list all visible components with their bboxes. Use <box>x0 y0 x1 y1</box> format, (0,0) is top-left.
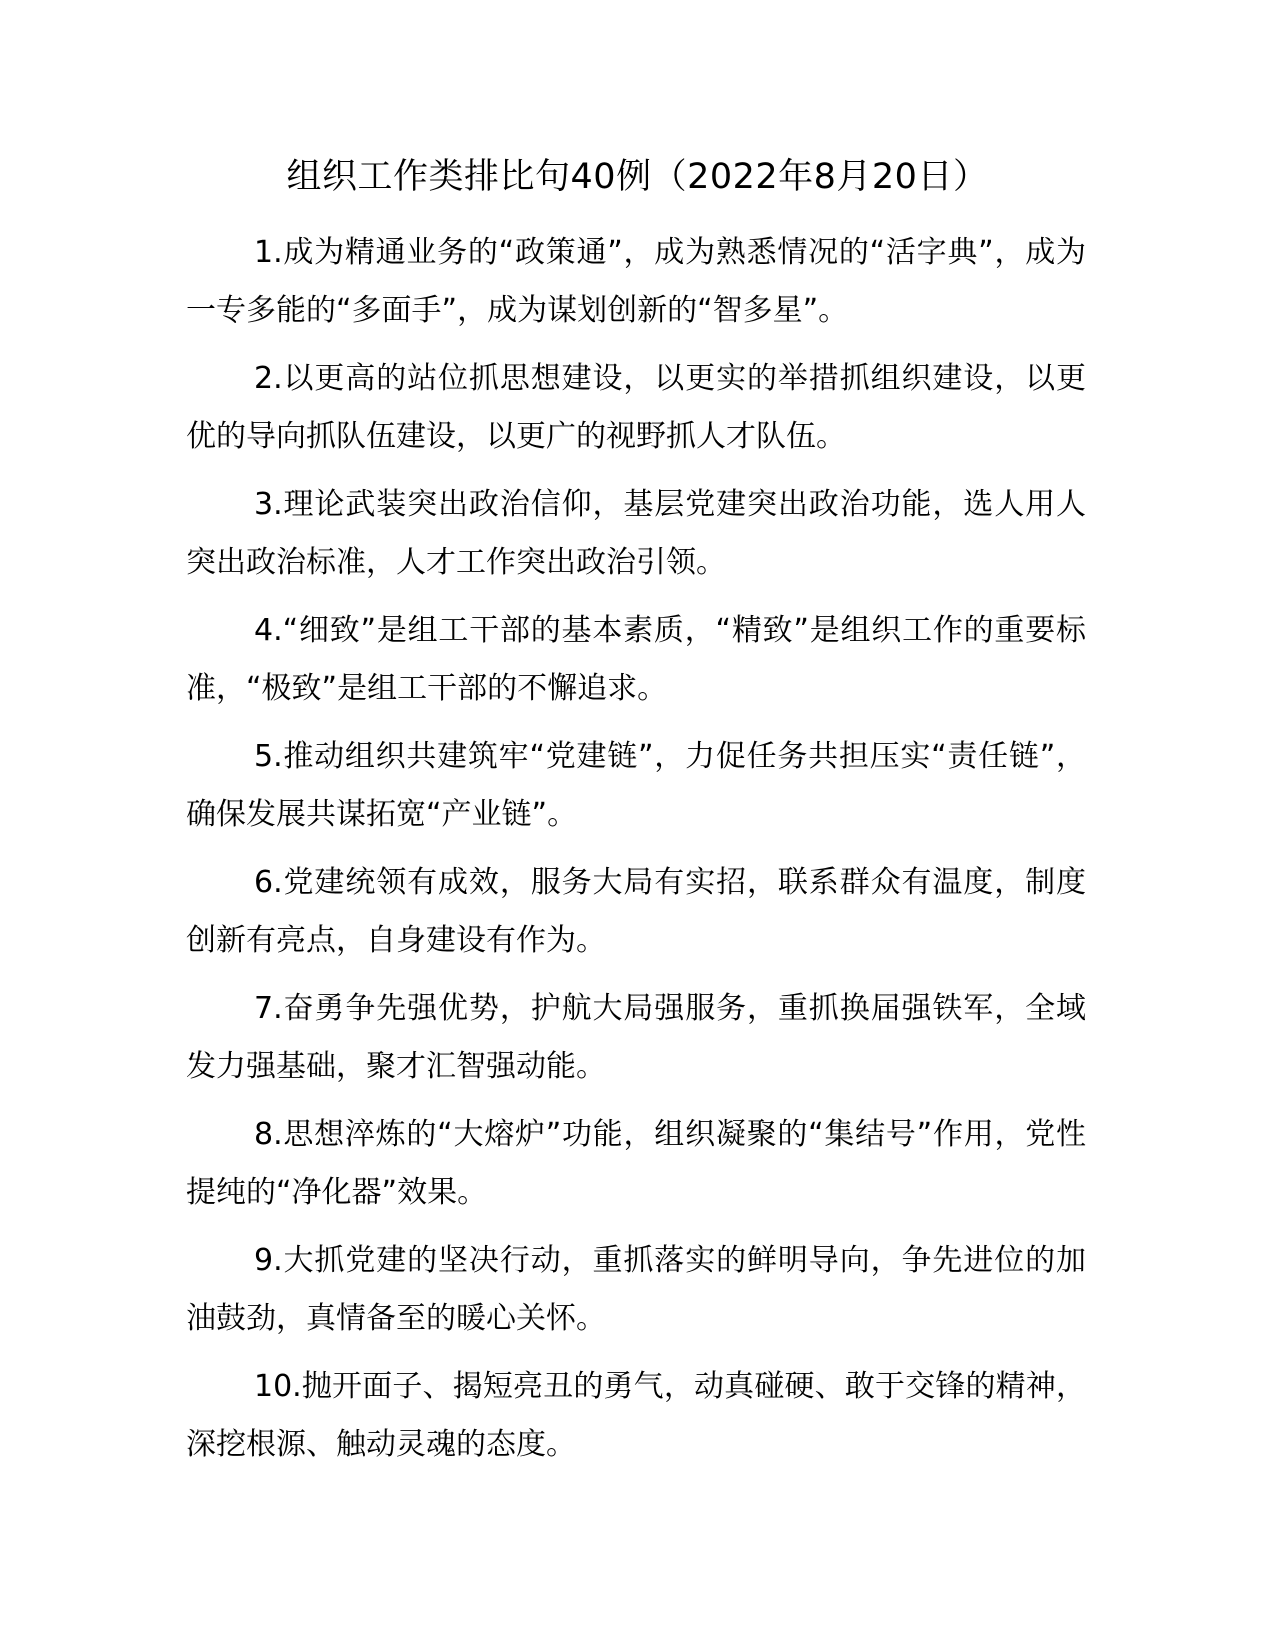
document-title: 组织工作类排比句40例（2022年8月20日） <box>286 157 989 197</box>
paragraph-3: 3.理论武装突出政治信仰，基层党建突出政治功能，选人用人突出政治标准，人才工作突出政治引领。 <box>186 487 1086 580</box>
paragraph-7: 7.奋勇争先强优势，护航大局强服务，重抓换届强铁军，全域发力强基础，聚才汇智强动能。 <box>186 991 1086 1084</box>
paragraph-1: 1.成为精通业务的“政策通”，成为熟悉情况的“活字典”，成为一专多能的“多面手”，成为谋划创新的“智多星”。 <box>186 235 1086 328</box>
paragraph-4: 4.“细致”是组工干部的基本素质，“精致”是组织工作的重要标准，“极致”是组工干部的不懈追求。 <box>186 613 1086 706</box>
paragraph-6: 6.党建统领有成效，服务大局有实招，联系群众有温度，制度创新有亮点，自身建设有作为。 <box>186 865 1086 958</box>
document-body <box>186 224 1086 1484</box>
paragraph-5: 5.推动组织共建筑牢“党建链”，力促任务共担压实“责任链”，确保发展共谋拓宽“产业链”。 <box>186 739 1086 832</box>
paragraph-10: 10.抛开面子、揭短亮丑的勇气，动真碰硬、敢于交锋的精神，深挖根源、触动灵魂的态度。 <box>186 1369 1086 1462</box>
paragraph-2: 2.以更高的站位抓思想建设，以更实的举措抓组织建设，以更优的导向抓队伍建设，以更广的视野抓人才队伍。 <box>186 361 1086 454</box>
paragraph-8: 8.思想淬炼的“大熔炉”功能，组织凝聚的“集结号”作用，党性提纯的“净化器”效果。 <box>186 1117 1086 1210</box>
paragraph-9: 9.大抓党建的坚决行动，重抓落实的鲜明导向，争先进位的加油鼓劲，真情备至的暖心关怀。 <box>186 1243 1086 1336</box>
